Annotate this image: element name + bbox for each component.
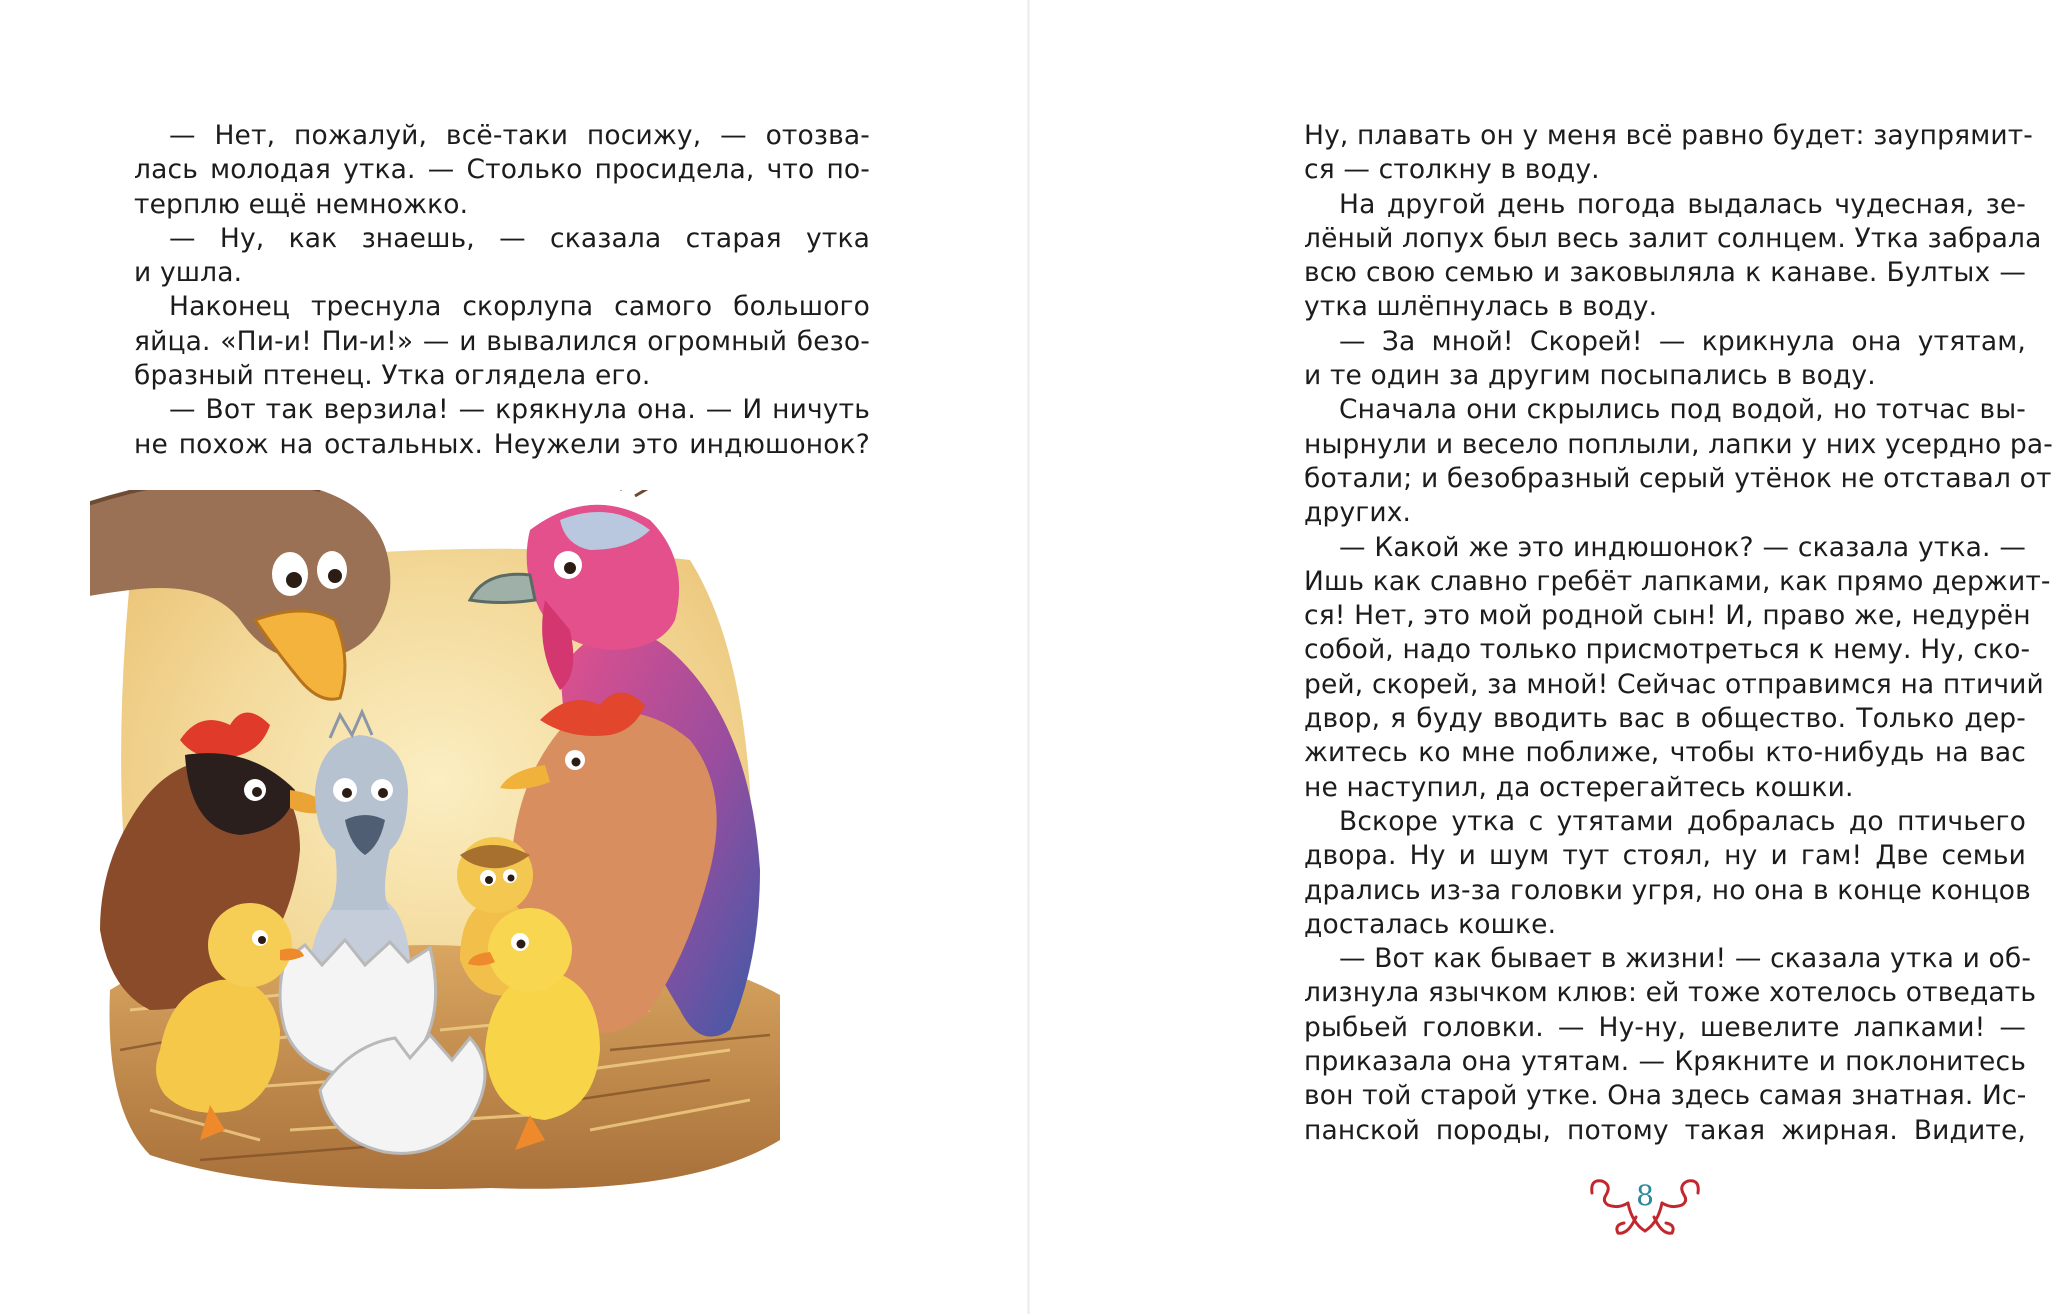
text-line: других. xyxy=(1304,497,1412,529)
text-line: не наступил, да остерегайтесь кошки. xyxy=(1304,771,1854,803)
text-line: досталась кошке. xyxy=(1304,908,1557,940)
text-line: — Вот как бывает в жизни! — сказала утка и об- xyxy=(1339,943,2032,975)
text-line: всю свою семью и заковыляла к канаве. Бултых — xyxy=(1304,257,2026,289)
text-line: и ушла. xyxy=(134,257,243,289)
text-line: двор, я буду вводить вас в общество. Только дер- xyxy=(1304,703,2026,735)
text-line: и те один за другим посыпались в воду. xyxy=(1304,360,1876,392)
text-line: — Вот так верзила! — крякнула она. — И ничуть xyxy=(169,394,870,426)
text-line: панской породы, потому такая жирная. Видите, xyxy=(1304,1114,2026,1146)
text-line: Сначала они скрылись под водой, но тотчас вы- xyxy=(1339,394,2026,426)
text-line: житесь ко мне поближе, чтобы кто-нибудь на вас xyxy=(1304,737,2026,769)
text-line: — За мной! Скорей! — крикнула она утятам, xyxy=(1339,325,2026,357)
text-line: лизнула язычком клюв: ей тоже хотелось отведать xyxy=(1304,977,2037,1009)
text-line: рей, скорей, за мной! Сейчас отправимся на птичий xyxy=(1304,668,2044,700)
text-line: ся — столкну в воду. xyxy=(1304,154,1600,186)
text-line: яйца. «Пи-и! Пи-и!» — и вывалился огромный безо- xyxy=(134,325,870,357)
text-line: бразный птенец. Утка оглядела его. xyxy=(134,360,651,392)
text-line: — Какой же это индюшонок? — сказала утка. — xyxy=(1339,531,2026,563)
text-line: нырнули и весело поплыли, лапки у них усердно ра- xyxy=(1304,428,2053,460)
text-line: На другой день погода выдалась чудесная, зе- xyxy=(1339,188,2026,220)
right-page-text xyxy=(1304,119,2053,1148)
text-line: двора. Ну и шум тут стоял, ну и гам! Две семьи xyxy=(1304,840,2026,872)
text-line: приказала она утятам. — Крякните и поклонитесь xyxy=(1304,1046,2026,1078)
text-line: утка шлёпнулась в воду. xyxy=(1304,291,1658,323)
text-line: не похож на остальных. Неужели это индюшонок? xyxy=(134,428,870,460)
text-line: Наконец треснула скорлупа самого большого xyxy=(169,291,870,323)
text-line: собой, надо только присмотреться к нему. Ну, ско- xyxy=(1304,634,2031,666)
text-line: Вскоре утка с утятами добралась до птичьего xyxy=(1339,805,2026,837)
text-line: вон той старой утке. Она здесь самая знатная. Ис- xyxy=(1304,1080,2027,1112)
text-line: ся! Нет, это мой родной сын! И, право же, недурён xyxy=(1304,600,2031,632)
text-line: Ишь как славно гребёт лапками, как прямо держит- xyxy=(1304,565,2051,597)
text-line: рыбьей головки. — Ну-ну, шевелите лапками! — xyxy=(1304,1011,2026,1043)
text-line: ботали; и безобразный серый утёнок не отставал от xyxy=(1304,462,2052,494)
left-page-text xyxy=(134,119,870,462)
text-line: терплю ещё немножко. xyxy=(134,188,469,220)
text-line: лёный лопух был весь залит солнцем. Утка забрала xyxy=(1304,222,2042,254)
right-page xyxy=(1029,0,2066,1314)
text-line: лась молодая утка. — Столько просидела, что по- xyxy=(134,154,870,186)
text-line: дрались из-за головки угря, но она в конце концов xyxy=(1304,874,2031,906)
page-number: 8 xyxy=(1636,1179,1654,1212)
page-number-ornament xyxy=(1588,1173,1702,1241)
illustration-farmyard-birds xyxy=(90,490,790,1195)
left-page xyxy=(0,0,1028,1314)
text-line: — Нет, пожалуй, всё-таки посижу, — отозва- xyxy=(169,120,870,151)
text-line: — Ну, как знаешь, — сказала старая утка xyxy=(169,222,870,254)
text-line: Ну, плавать он у меня всё равно будет: заупрямит- xyxy=(1304,120,2034,151)
